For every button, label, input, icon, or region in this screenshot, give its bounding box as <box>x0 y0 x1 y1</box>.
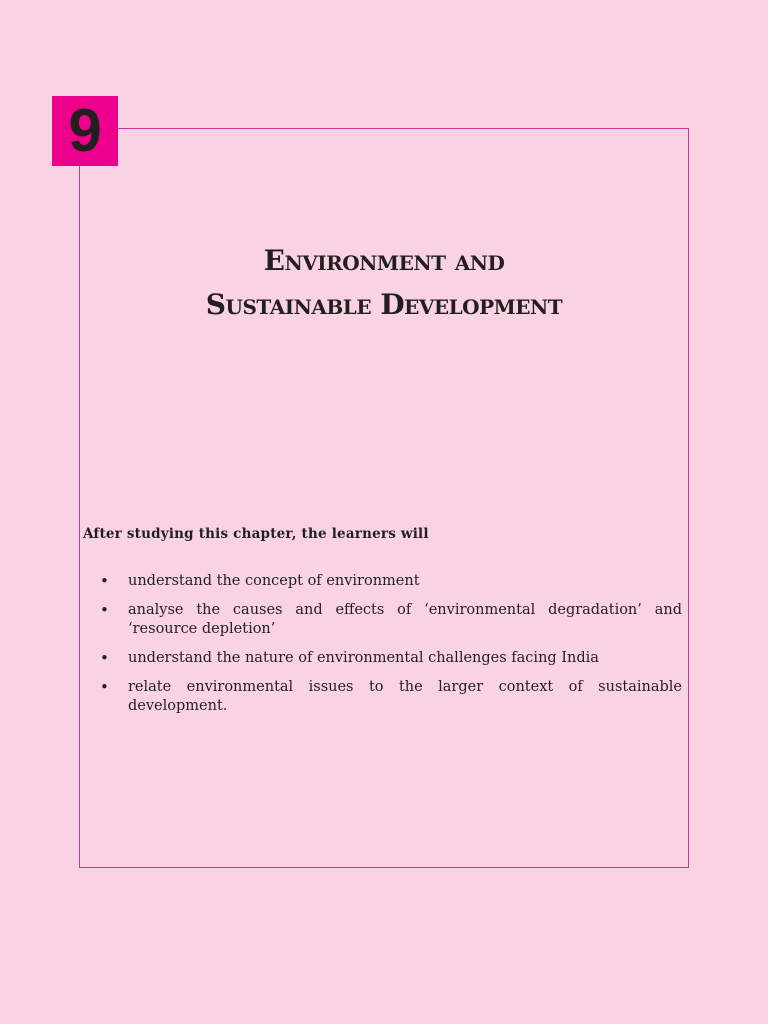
objective-item <box>100 572 682 591</box>
bullet-icon: • <box>100 572 109 590</box>
objectives-list <box>100 572 682 726</box>
objective-item <box>100 649 682 668</box>
chapter-title-line-1: Environment and <box>263 244 505 277</box>
bullet-icon: • <box>100 649 109 667</box>
bullet-icon: • <box>100 601 109 619</box>
objective-text: analyse the causes and effects of ‘environmental degradation’ and ‘resource depletion’ <box>128 602 682 637</box>
objective-item <box>100 601 682 639</box>
objective-item <box>100 678 682 716</box>
chapter-title-line-2: Sustainable Development <box>205 288 563 321</box>
chapter-frame <box>79 128 689 868</box>
chapter-number-badge <box>52 96 118 166</box>
objective-text: understand the nature of environmental challenges facing India <box>128 650 599 666</box>
objective-text: understand the concept of environment <box>128 573 420 589</box>
chapter-number: 9 <box>68 97 102 164</box>
bullet-icon: • <box>100 678 109 696</box>
objectives-heading: After studying this chapter, the learners will <box>83 526 429 542</box>
objective-text: relate environmental issues to the larger context of sustainable development. <box>128 679 682 714</box>
